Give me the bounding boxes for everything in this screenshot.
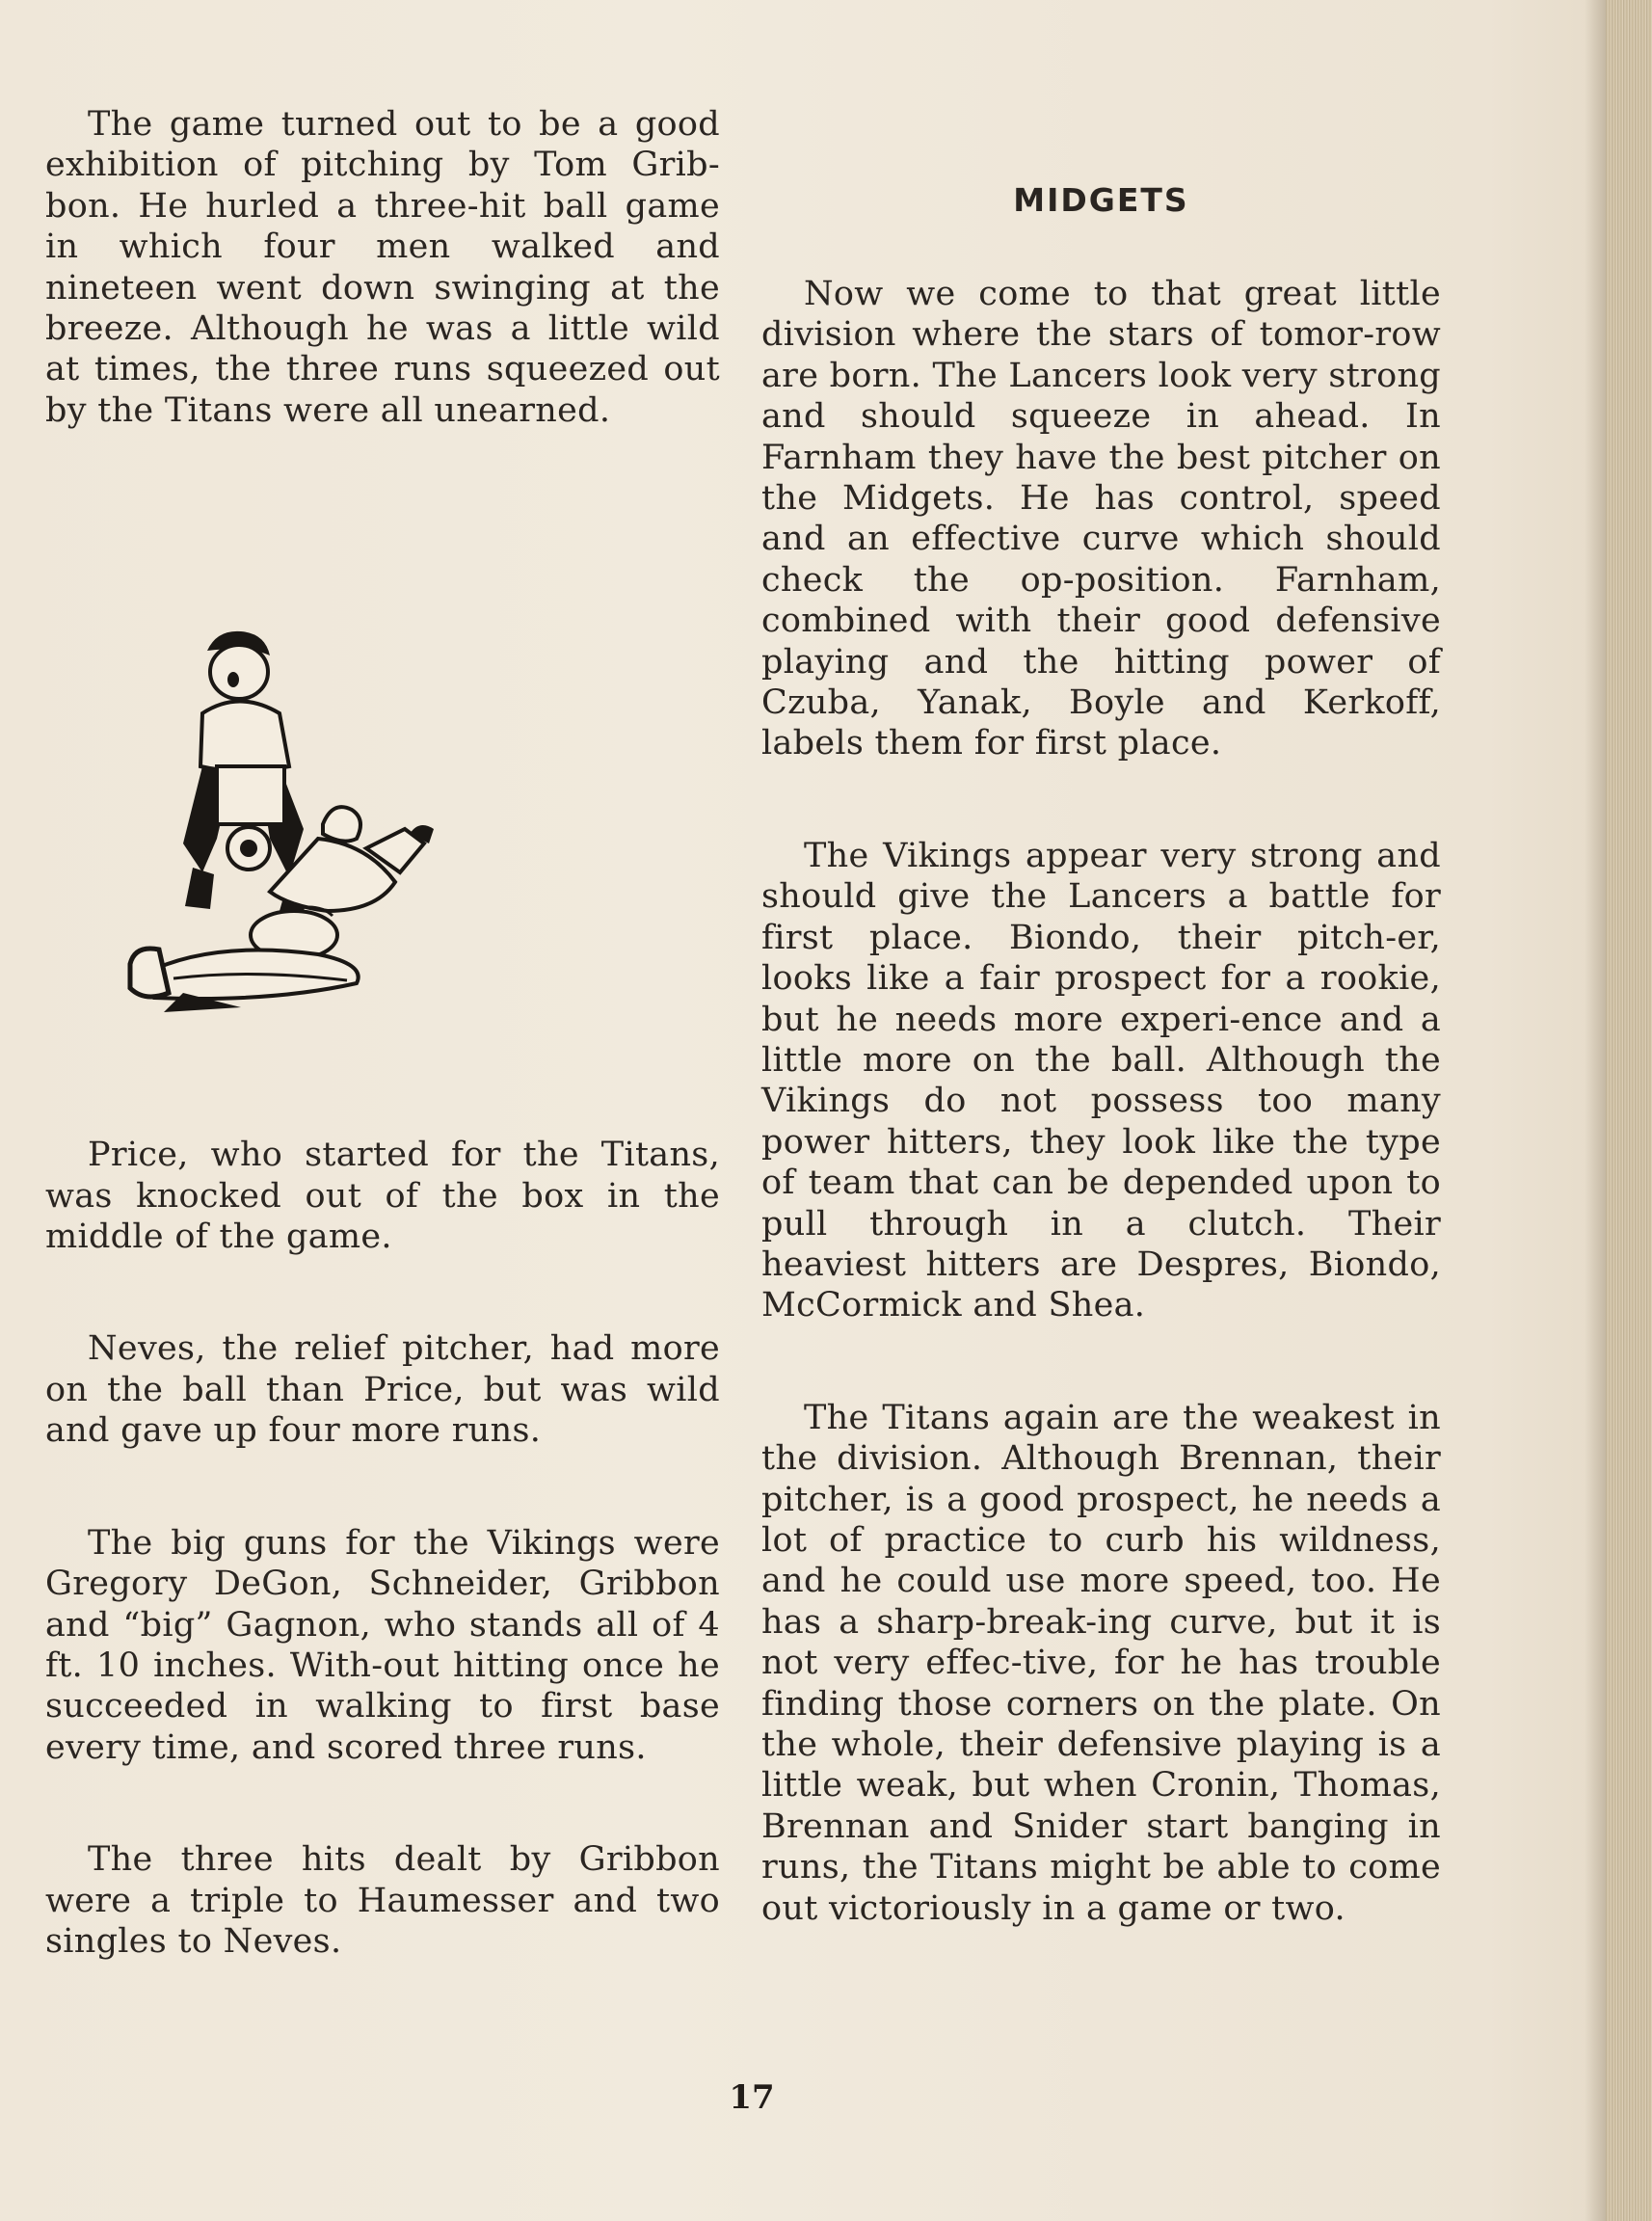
baseball-sliding-runner-illustration	[125, 622, 463, 1027]
page-edge	[1606, 0, 1652, 2221]
page-gutter-shadow	[1585, 0, 1606, 2221]
paragraph-neves: Neves, the relief pitcher, had more on the ball than Price, but was wild and gave up four more runs.	[45, 1329, 720, 1451]
paragraph-vikings: The Vikings appear very strong and should give the Lancers a battle for first place. Biondo, their pitch-er, looks like a fair prospect for a rookie, but he needs more experi-ence and a little more on the ball. Although the Vikings do not possess too many power hitters, they look like the type of team that can be depended upon to pull through in a clutch. Their heaviest hitters are Despres, Biondo, McCormick and Shea.	[761, 836, 1441, 1325]
right-column	[761, 0, 1441, 1929]
paragraph-price: Price, who started for the Titans, was knocked out of the box in the middle of the game.	[45, 1136, 720, 1257]
paragraph-pitching: The game turned out to be a good exhibition of pitching by Tom Grib-bon. He hurled a three-hit ball game in which four men walked and nineteen went down swinging at the breeze. Although he was a little wild at times, the three runs squeezed out by the Titans were all unearned.	[45, 105, 720, 430]
section-heading: MIDGETS	[1013, 181, 1189, 219]
paragraph-lancers: Now we come to that great little division where the stars of tomor-row are born. The Lancers look very strong and should squeeze in ahead. In Farnham they have the best pitcher on the Midgets. He has control, speed and an effective curve which should check the op-position. Farnham, combined with their good defensive playing and the hitting power of Czuba, Yanak, Boyle and Kerkoff, labels them for first place.	[761, 275, 1441, 763]
paragraph-three-hits: The three hits dealt by Gribbon were a triple to Haumesser and two singles to Neves.	[45, 1840, 720, 1961]
paragraph-titans: The Titans again are the weakest in the division. Although Brennan, their pitcher, is a good prospect, he needs a lot of practice to curb his wildness, and he could use more speed, too. He has a sharp-break-ing curve, but it is not very effec-tive, for he has trouble finding those corners on the plate. On the whole, their defensive playing is a little weak, but when Cronin, Thomas, Brennan and Snider start banging in runs, the Titans might be able to come out victoriously in a game or two.	[761, 1398, 1441, 1928]
paragraph-big-guns: The big guns for the Vikings were Gregory DeGon, Schneider, Gribbon and “big” Gagnon, who stands all of 4 ft. 10 inches. With-out hitting once he succeeded in walking to first base every time, and scored three runs.	[45, 1523, 720, 1767]
page-number: 17	[729, 2078, 775, 2117]
